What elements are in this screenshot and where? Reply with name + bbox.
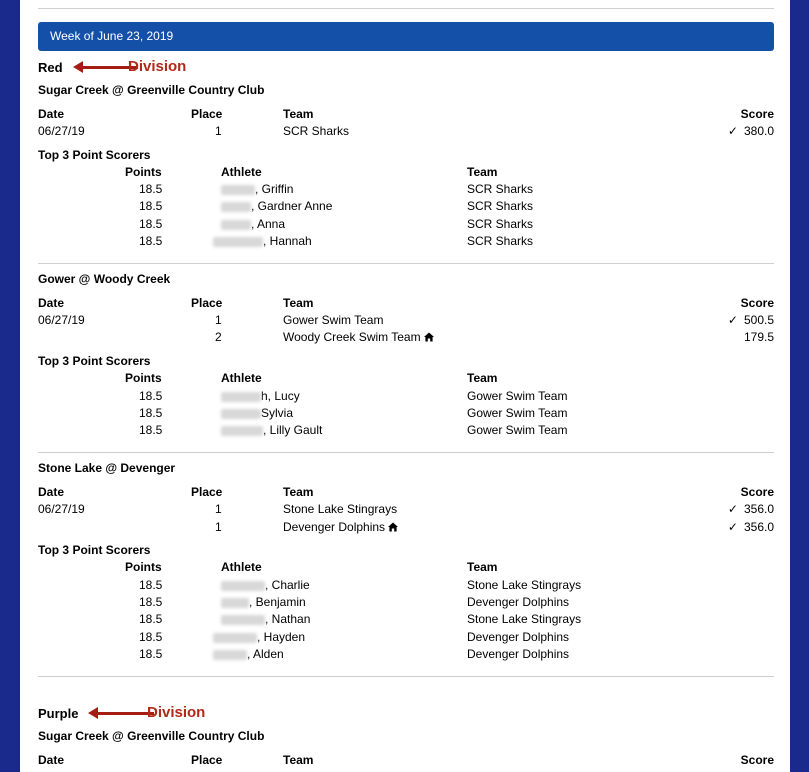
col-points: Points [125, 371, 162, 385]
meet-date: 06/27/19 [38, 124, 85, 138]
col-team: Team [283, 107, 314, 121]
scorer-team: Gower Swim Team [467, 389, 568, 403]
meet-title[interactable]: Sugar Creek @ Greenville Country Club [38, 83, 265, 97]
scorer-athlete[interactable]: , Anna [221, 217, 285, 231]
col-score: Score [740, 107, 774, 121]
top-scorers-title: Top 3 Point Scorers [38, 543, 151, 557]
divider [38, 676, 774, 677]
meet-date: 06/27/19 [38, 313, 85, 327]
scorer-team: Gower Swim Team [467, 423, 568, 437]
scorer-athlete[interactable]: , Benjamin [221, 595, 306, 609]
col-team: Team [283, 296, 314, 310]
scorer-points: 18.5 [139, 217, 163, 231]
scorer-team: SCR Sharks [467, 199, 534, 213]
col-athlete: Athlete [221, 371, 262, 385]
scorer-athlete[interactable]: , Hayden [213, 630, 305, 644]
scorer-team: Devenger Dolphins [467, 630, 570, 644]
col-points: Points [125, 560, 162, 574]
scorer-athlete[interactable]: , Lilly Gault [221, 423, 322, 437]
col-team: Team [467, 165, 498, 179]
home-icon [424, 332, 434, 342]
result-place: 1 [215, 124, 222, 138]
col-points: Points [125, 165, 162, 179]
scorer-points: 18.5 [139, 578, 163, 592]
annotation-arrow [97, 712, 154, 715]
col-date: Date [38, 107, 65, 121]
division-annotation: Division [128, 58, 187, 75]
result-place: 2 [215, 330, 222, 344]
scorer-points: 18.5 [139, 234, 163, 248]
result-place: 1 [215, 313, 222, 327]
results-page [20, 0, 790, 772]
division-annotation: Division [147, 704, 206, 721]
scorer-team: SCR Sharks [467, 217, 534, 231]
result-team[interactable]: Gower Swim Team [283, 313, 384, 327]
scorer-team: SCR Sharks [467, 182, 534, 196]
result-team[interactable]: Devenger Dolphins [283, 520, 398, 534]
scorer-points: 18.5 [139, 406, 163, 420]
result-team[interactable]: Stone Lake Stingrays [283, 502, 398, 516]
week-header[interactable]: Week of June 23, 2019 [38, 22, 774, 51]
scorer-points: 18.5 [139, 612, 163, 626]
meet-title[interactable]: Sugar Creek @ Greenville Country Club [38, 729, 265, 743]
scorer-athlete[interactable]: , Charlie [221, 578, 310, 592]
result-score: ✓ 356.0 [727, 520, 774, 534]
scorer-points: 18.5 [139, 199, 163, 213]
scorer-athlete[interactable]: , Griffin [221, 182, 293, 196]
divider [38, 452, 774, 453]
scorer-points: 18.5 [139, 630, 163, 644]
divider [38, 263, 774, 264]
col-score: Score [740, 485, 774, 499]
divider [38, 8, 774, 9]
scorer-team: Gower Swim Team [467, 406, 568, 420]
division-title: Red [38, 60, 63, 75]
scorer-athlete[interactable]: , Hannah [213, 234, 312, 248]
col-date: Date [38, 485, 65, 499]
col-team: Team [283, 753, 314, 767]
col-score: Score [740, 296, 774, 310]
scorer-athlete[interactable]: Sylvia [221, 406, 293, 420]
result-place: 1 [215, 520, 222, 534]
scorer-points: 18.5 [139, 182, 163, 196]
top-scorers-title: Top 3 Point Scorers [38, 354, 151, 368]
home-icon [388, 522, 398, 532]
result-team[interactable]: SCR Sharks [283, 124, 350, 138]
result-score: ✓ 356.0 [727, 502, 774, 516]
result-place: 1 [215, 502, 222, 516]
col-athlete: Athlete [221, 560, 262, 574]
col-place: Place [191, 485, 223, 499]
col-team: Team [467, 371, 498, 385]
result-score: 179.5 [743, 330, 774, 344]
check-icon: ✓ [727, 313, 738, 327]
scorer-team: Stone Lake Stingrays [467, 578, 582, 592]
col-place: Place [191, 753, 223, 767]
scorer-athlete[interactable]: , Nathan [221, 612, 310, 626]
scorer-athlete[interactable]: h, Lucy [221, 389, 300, 403]
check-icon: ✓ [727, 124, 738, 138]
scorer-athlete[interactable]: , Gardner Anne [221, 199, 332, 213]
result-team[interactable]: Woody Creek Swim Team [283, 330, 434, 344]
scorer-team: SCR Sharks [467, 234, 534, 248]
col-athlete: Athlete [221, 165, 262, 179]
meet-title[interactable]: Stone Lake @ Devenger [38, 461, 176, 475]
scorer-points: 18.5 [139, 389, 163, 403]
col-place: Place [191, 107, 223, 121]
scorer-team: Stone Lake Stingrays [467, 612, 582, 626]
result-score: ✓ 500.5 [727, 313, 774, 327]
scorer-team: Devenger Dolphins [467, 595, 570, 609]
check-icon: ✓ [727, 502, 738, 516]
col-team: Team [467, 560, 498, 574]
col-team: Team [283, 485, 314, 499]
scorer-points: 18.5 [139, 423, 163, 437]
check-icon: ✓ [727, 520, 738, 534]
col-date: Date [38, 296, 65, 310]
scorer-team: Devenger Dolphins [467, 647, 570, 661]
top-scorers-title: Top 3 Point Scorers [38, 148, 151, 162]
scorer-points: 18.5 [139, 647, 163, 661]
col-score: Score [740, 753, 774, 767]
division-title: Purple [38, 706, 79, 721]
scorer-athlete[interactable]: , Alden [213, 647, 284, 661]
col-date: Date [38, 753, 65, 767]
col-place: Place [191, 296, 223, 310]
result-score: ✓ 380.0 [727, 124, 774, 138]
meet-title[interactable]: Gower @ Woody Creek [38, 272, 171, 286]
scorer-points: 18.5 [139, 595, 163, 609]
meet-date: 06/27/19 [38, 502, 85, 516]
